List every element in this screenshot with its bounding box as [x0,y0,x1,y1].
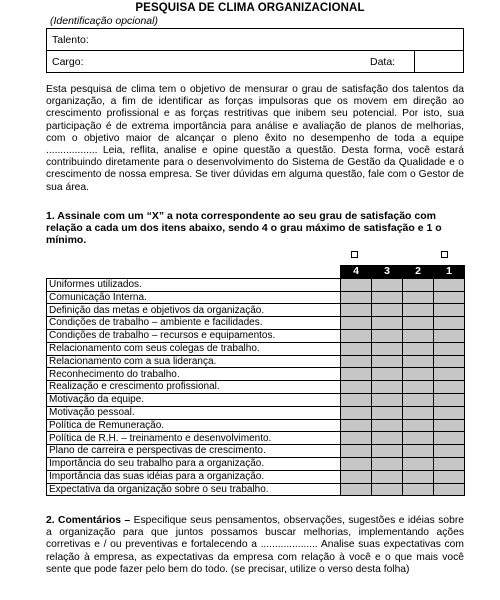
rating-cell-1[interactable] [434,393,465,406]
item-label: Relacionamento com a sua liderança. [47,355,341,368]
item-label: Motivação da equipe. [47,393,341,406]
rating-cell-2[interactable] [403,432,434,445]
rating-cell-1[interactable] [434,483,465,496]
rating-cell-2[interactable] [403,393,434,406]
scale-header-3: 3 [372,266,403,279]
rating-cell-2[interactable] [403,470,434,483]
checkbox-icon[interactable] [351,251,358,258]
rating-cell-4[interactable] [341,329,372,342]
rating-cell-3[interactable] [372,329,403,342]
item-label: Uniformes utilizados. [47,278,341,291]
rating-cell-4[interactable] [341,457,372,470]
table-row [47,317,465,330]
identification-note: (Identificação opcional) [50,15,158,27]
item-label: Plano de carreira e perspectivas de crescimento. [47,445,341,458]
table-row [47,470,465,483]
rating-cell-2[interactable] [403,483,434,496]
rating-cell-4[interactable] [341,278,372,291]
table-row [47,329,465,342]
item-label: Condições de trabalho – ambiente e facilidades. [47,317,341,330]
rating-cell-2[interactable] [403,317,434,330]
field-divider [414,51,415,73]
rating-cell-4[interactable] [341,317,372,330]
rating-cell-3[interactable] [372,381,403,394]
table-row [47,432,465,445]
rating-cell-2[interactable] [403,329,434,342]
rating-cell-1[interactable] [434,406,465,419]
item-label: Motivação pessoal. [47,406,341,419]
rating-cell-3[interactable] [372,317,403,330]
table-row [47,406,465,419]
rating-cell-4[interactable] [341,483,372,496]
talento-row[interactable] [47,29,463,51]
rating-cell-3[interactable] [372,432,403,445]
rating-cell-1[interactable] [434,470,465,483]
scale-header-2: 2 [403,266,434,279]
question-2-text: Especifique seus pensamentos, observações, sugestões e idéias sobre a organização para que juntos possamos buscar melhorias, implementando ações corretivas e / ou preventivas e fortalecendo a .................... Analise suas expectativas com relação à empresa, as expectativas da empresa com relação à você e o que mais você sente que pode fazer pelo bem do todo. (se precisar, utilize o verso desta folha) [46,515,464,575]
rating-cell-3[interactable] [372,342,403,355]
rating-cell-3[interactable] [372,304,403,317]
rating-cell-4[interactable] [341,368,372,381]
item-label: Expectativa da organização sobre o seu trabalho. [47,483,341,496]
item-label: Relacionamento com seus colegas de trabalho. [47,342,341,355]
table-row [47,342,465,355]
item-label: Definição das metas e objetivos da organização. [47,304,341,317]
checkbox-icon[interactable] [441,251,448,258]
rating-cell-2[interactable] [403,342,434,355]
rating-cell-3[interactable] [372,368,403,381]
rating-cell-2[interactable] [403,355,434,368]
rating-cell-2[interactable] [403,304,434,317]
rating-cell-1[interactable] [434,368,465,381]
table-row [47,368,465,381]
rating-cell-2[interactable] [403,278,434,291]
rating-cell-2[interactable] [403,368,434,381]
rating-cell-2[interactable] [403,406,434,419]
item-label: Realização e crescimento profissional. [47,381,341,394]
item-label: Reconhecimento do trabalho. [47,368,341,381]
question-2 [46,515,464,576]
rating-cell-2[interactable] [403,457,434,470]
rating-cell-1[interactable] [434,419,465,432]
intro-paragraph: Esta pesquisa de clima tem o objetivo de mensurar o grau de satisfação dos talentos da organização, a fim de identificar as forças impulsoras que os movem em direção ao crescimento profissional e as forças restritivas que inibem seu potencial. Por isto, sua participação é de extrema importância para análise e avaliação de planos de melhorias, com o objetivo maior de alcançar o pleno êxito no desempenho de toda a equipe .................. Leia, reflita, analise e opine questão a questão. Desta forma, você estará contribuindo diretamente para o desenvolvimento do Sistema de Gestão da Qualidade e o crescimento de nossa empresa. Se tiver dúvidas em alguma questão, fale com o Gestor de sua área. [46,84,464,193]
data-label: Data: [370,56,396,68]
rating-cell-1[interactable] [434,355,465,368]
rating-cell-4[interactable] [341,432,372,445]
rating-cell-1[interactable] [434,342,465,355]
scale-header-row [47,266,465,279]
rating-cell-3[interactable] [372,483,403,496]
table-row [47,457,465,470]
identification-box [46,28,464,73]
rating-cell-1[interactable] [434,457,465,470]
page-title: PESQUISA DE CLIMA ORGANIZACIONAL [135,2,365,14]
table-row [47,304,465,317]
rating-cell-1[interactable] [434,445,465,458]
rating-cell-1[interactable] [434,381,465,394]
table-row [47,278,465,291]
rating-cell-1[interactable] [434,304,465,317]
rating-cell-2[interactable] [403,445,434,458]
cargo-label: Cargo: [52,56,84,68]
table-row [47,355,465,368]
item-label: Política de Remuneração. [47,419,341,432]
rating-cell-3[interactable] [372,393,403,406]
rating-cell-2[interactable] [403,419,434,432]
rating-cell-1[interactable] [434,317,465,330]
question-1: 1. Assinale com um “X” a nota correspondente ao seu grau de satisfação com relação a cada um dos itens abaixo, sendo 4 o grau máximo de satisfação e 1 o mínimo. [46,210,442,247]
rating-cell-3[interactable] [372,278,403,291]
rating-cell-3[interactable] [372,470,403,483]
rating-cell-1[interactable] [434,432,465,445]
table-row [47,419,465,432]
rating-cell-4[interactable] [341,470,372,483]
rating-cell-4[interactable] [341,304,372,317]
rating-cell-4[interactable] [341,355,372,368]
rating-cell-1[interactable] [434,329,465,342]
talento-label: Talento: [52,34,89,46]
table-row [47,393,465,406]
question-2-label: 2. Comentários – [46,515,131,526]
rating-cell-4[interactable] [341,393,372,406]
item-label: Condições de trabalho – recursos e equipamentos. [47,329,341,342]
rating-cell-3[interactable] [372,445,403,458]
table-row [47,291,465,304]
rating-cell-2[interactable] [403,381,434,394]
table-row [47,483,465,496]
satisfaction-table [46,265,465,496]
item-label: Importância das suas idéias para a organização. [47,470,341,483]
rating-cell-4[interactable] [341,445,372,458]
rating-cell-4[interactable] [341,291,372,304]
rating-cell-3[interactable] [372,457,403,470]
scale-header-1: 1 [434,266,465,279]
rating-cell-4[interactable] [341,419,372,432]
rating-cell-1[interactable] [434,278,465,291]
header-spacer [47,266,341,279]
rating-cell-4[interactable] [341,342,372,355]
rating-cell-2[interactable] [403,291,434,304]
rating-cell-3[interactable] [372,355,403,368]
rating-cell-4[interactable] [341,406,372,419]
table-row [47,381,465,394]
rating-cell-4[interactable] [341,381,372,394]
table-row [47,445,465,458]
rating-cell-3[interactable] [372,406,403,419]
rating-cell-1[interactable] [434,291,465,304]
rating-cell-3[interactable] [372,291,403,304]
item-label: Comunicação Interna. [47,291,341,304]
item-label: Política de R.H. – treinamento e desenvolvimento. [47,432,341,445]
scale-header-4: 4 [341,266,372,279]
rating-cell-3[interactable] [372,419,403,432]
item-label: Importância do seu trabalho para a organização. [47,457,341,470]
